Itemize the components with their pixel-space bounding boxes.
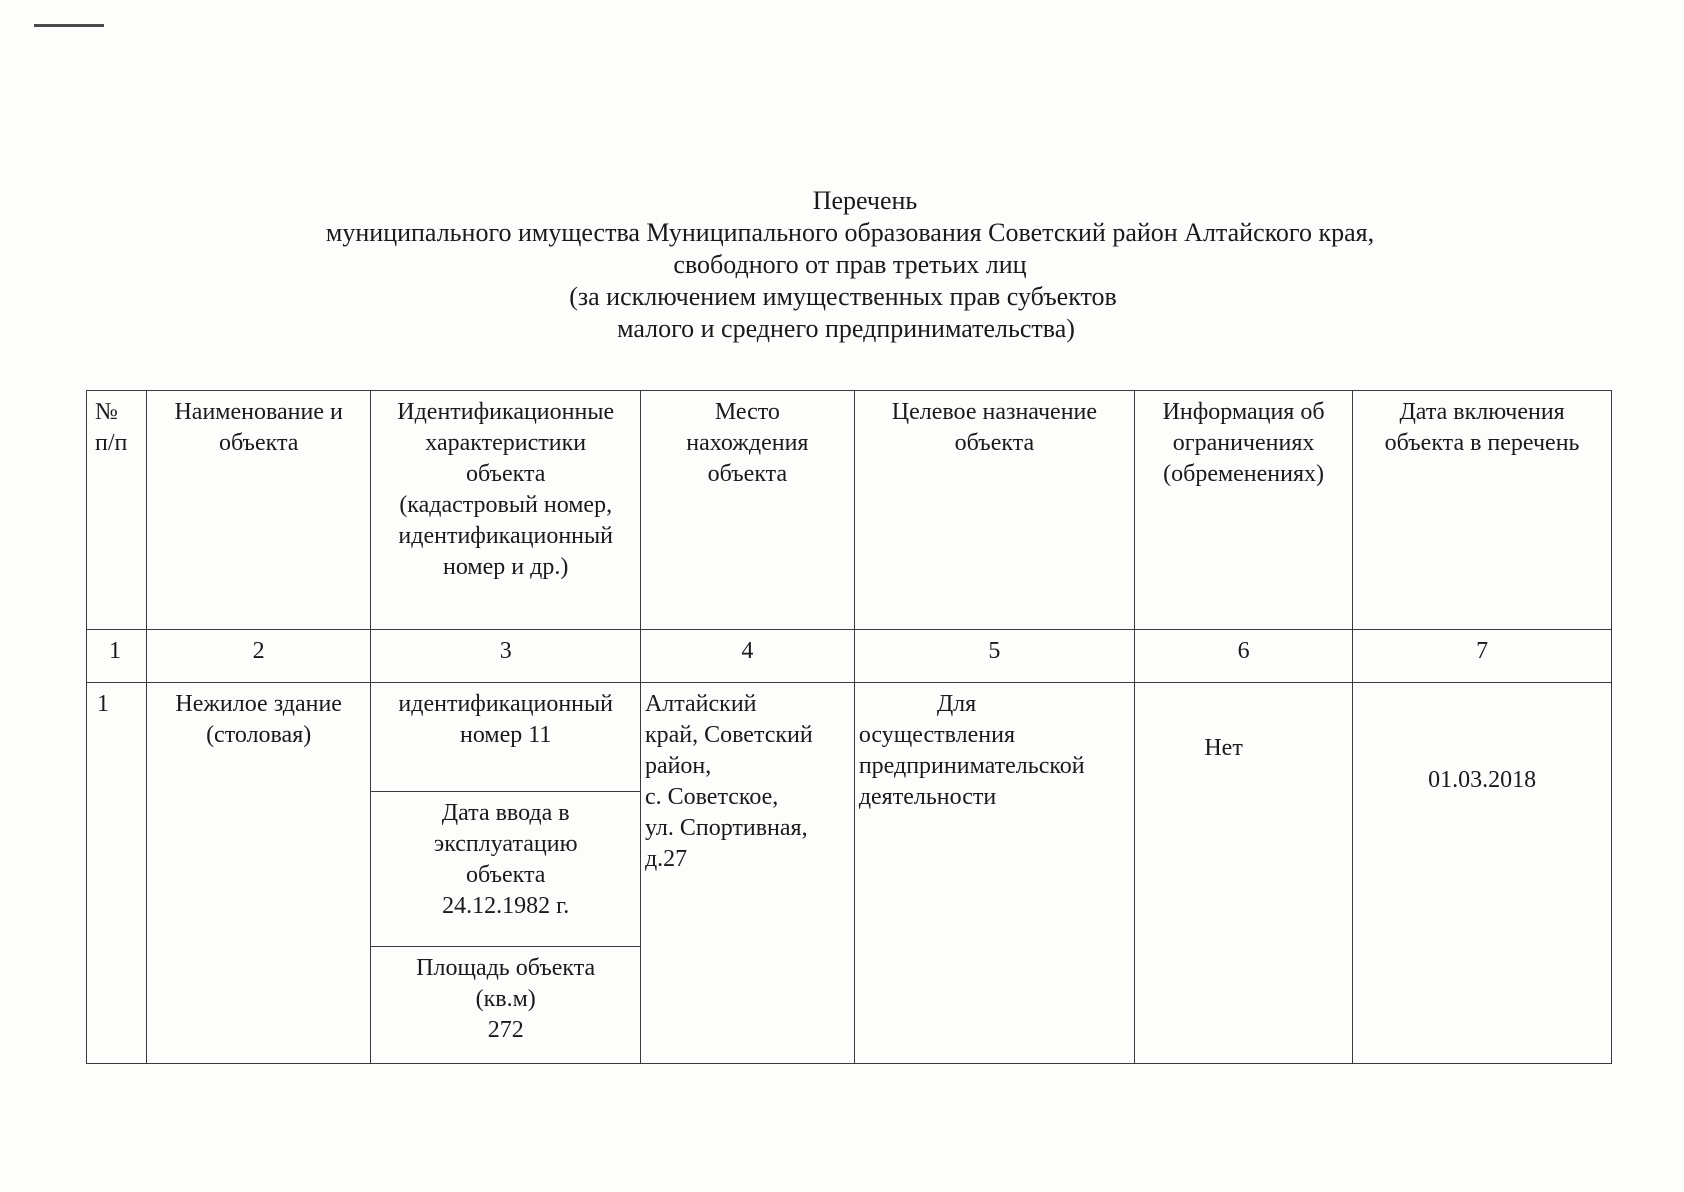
header-identification: Идентификационные характеристики объекта (кадастровый номер, идентификационный номер и др.): [371, 391, 640, 630]
commission-date: Дата ввода в эксплуатацию объекта 24.12.1982 г.: [371, 792, 640, 947]
document-title: [0, 185, 1684, 345]
title-line-1: Перечень: [812, 186, 918, 215]
column-number-1: 1: [87, 630, 147, 683]
column-number-5: 5: [854, 630, 1134, 683]
column-number-3: 3: [371, 630, 640, 683]
column-number-2: 2: [146, 630, 371, 683]
header-purpose: Целевое назначение объекта: [854, 391, 1134, 630]
object-area: Площадь объекта (кв.м) 272: [371, 947, 640, 1064]
property-registry-table: [86, 390, 1612, 1064]
table-header-row: [87, 391, 1612, 630]
table-row: [87, 683, 1612, 792]
object-restrictions: Нет: [1135, 683, 1353, 1064]
row-number: 1: [87, 683, 147, 1064]
column-number-6: 6: [1135, 630, 1353, 683]
scan-artifact-mark: [34, 24, 104, 27]
column-number-4: 4: [640, 630, 854, 683]
header-name: Наименование и объекта: [146, 391, 371, 630]
header-number: № п/п: [87, 391, 147, 630]
title-line-3: свободного от прав третьих лиц: [673, 250, 1027, 279]
object-name: Нежилое здание (столовая): [146, 683, 371, 1064]
object-location: Алтайский край, Советский район, с. Советское, ул. Спортивная, д.27: [640, 683, 854, 1064]
header-location: Место нахождения объекта: [640, 391, 854, 630]
object-purpose: Для осуществления предпринимательской деятельности: [854, 683, 1134, 1064]
column-number-row: [87, 630, 1612, 683]
title-line-2: муниципального имущества Муниципального образования Советский район Алтайского края,: [325, 218, 1375, 247]
title-line-5: малого и среднего предпринимательства): [617, 314, 1075, 343]
title-line-4: (за исключением имущественных прав субъектов: [569, 282, 1117, 311]
date-included: 01.03.2018: [1353, 683, 1612, 1064]
header-restrictions: Информация об ограничениях (обременениях): [1135, 391, 1353, 630]
identification-number: идентификационный номер 11: [371, 683, 640, 792]
header-date-included: Дата включения объекта в перечень: [1353, 391, 1612, 630]
column-number-7: 7: [1353, 630, 1612, 683]
